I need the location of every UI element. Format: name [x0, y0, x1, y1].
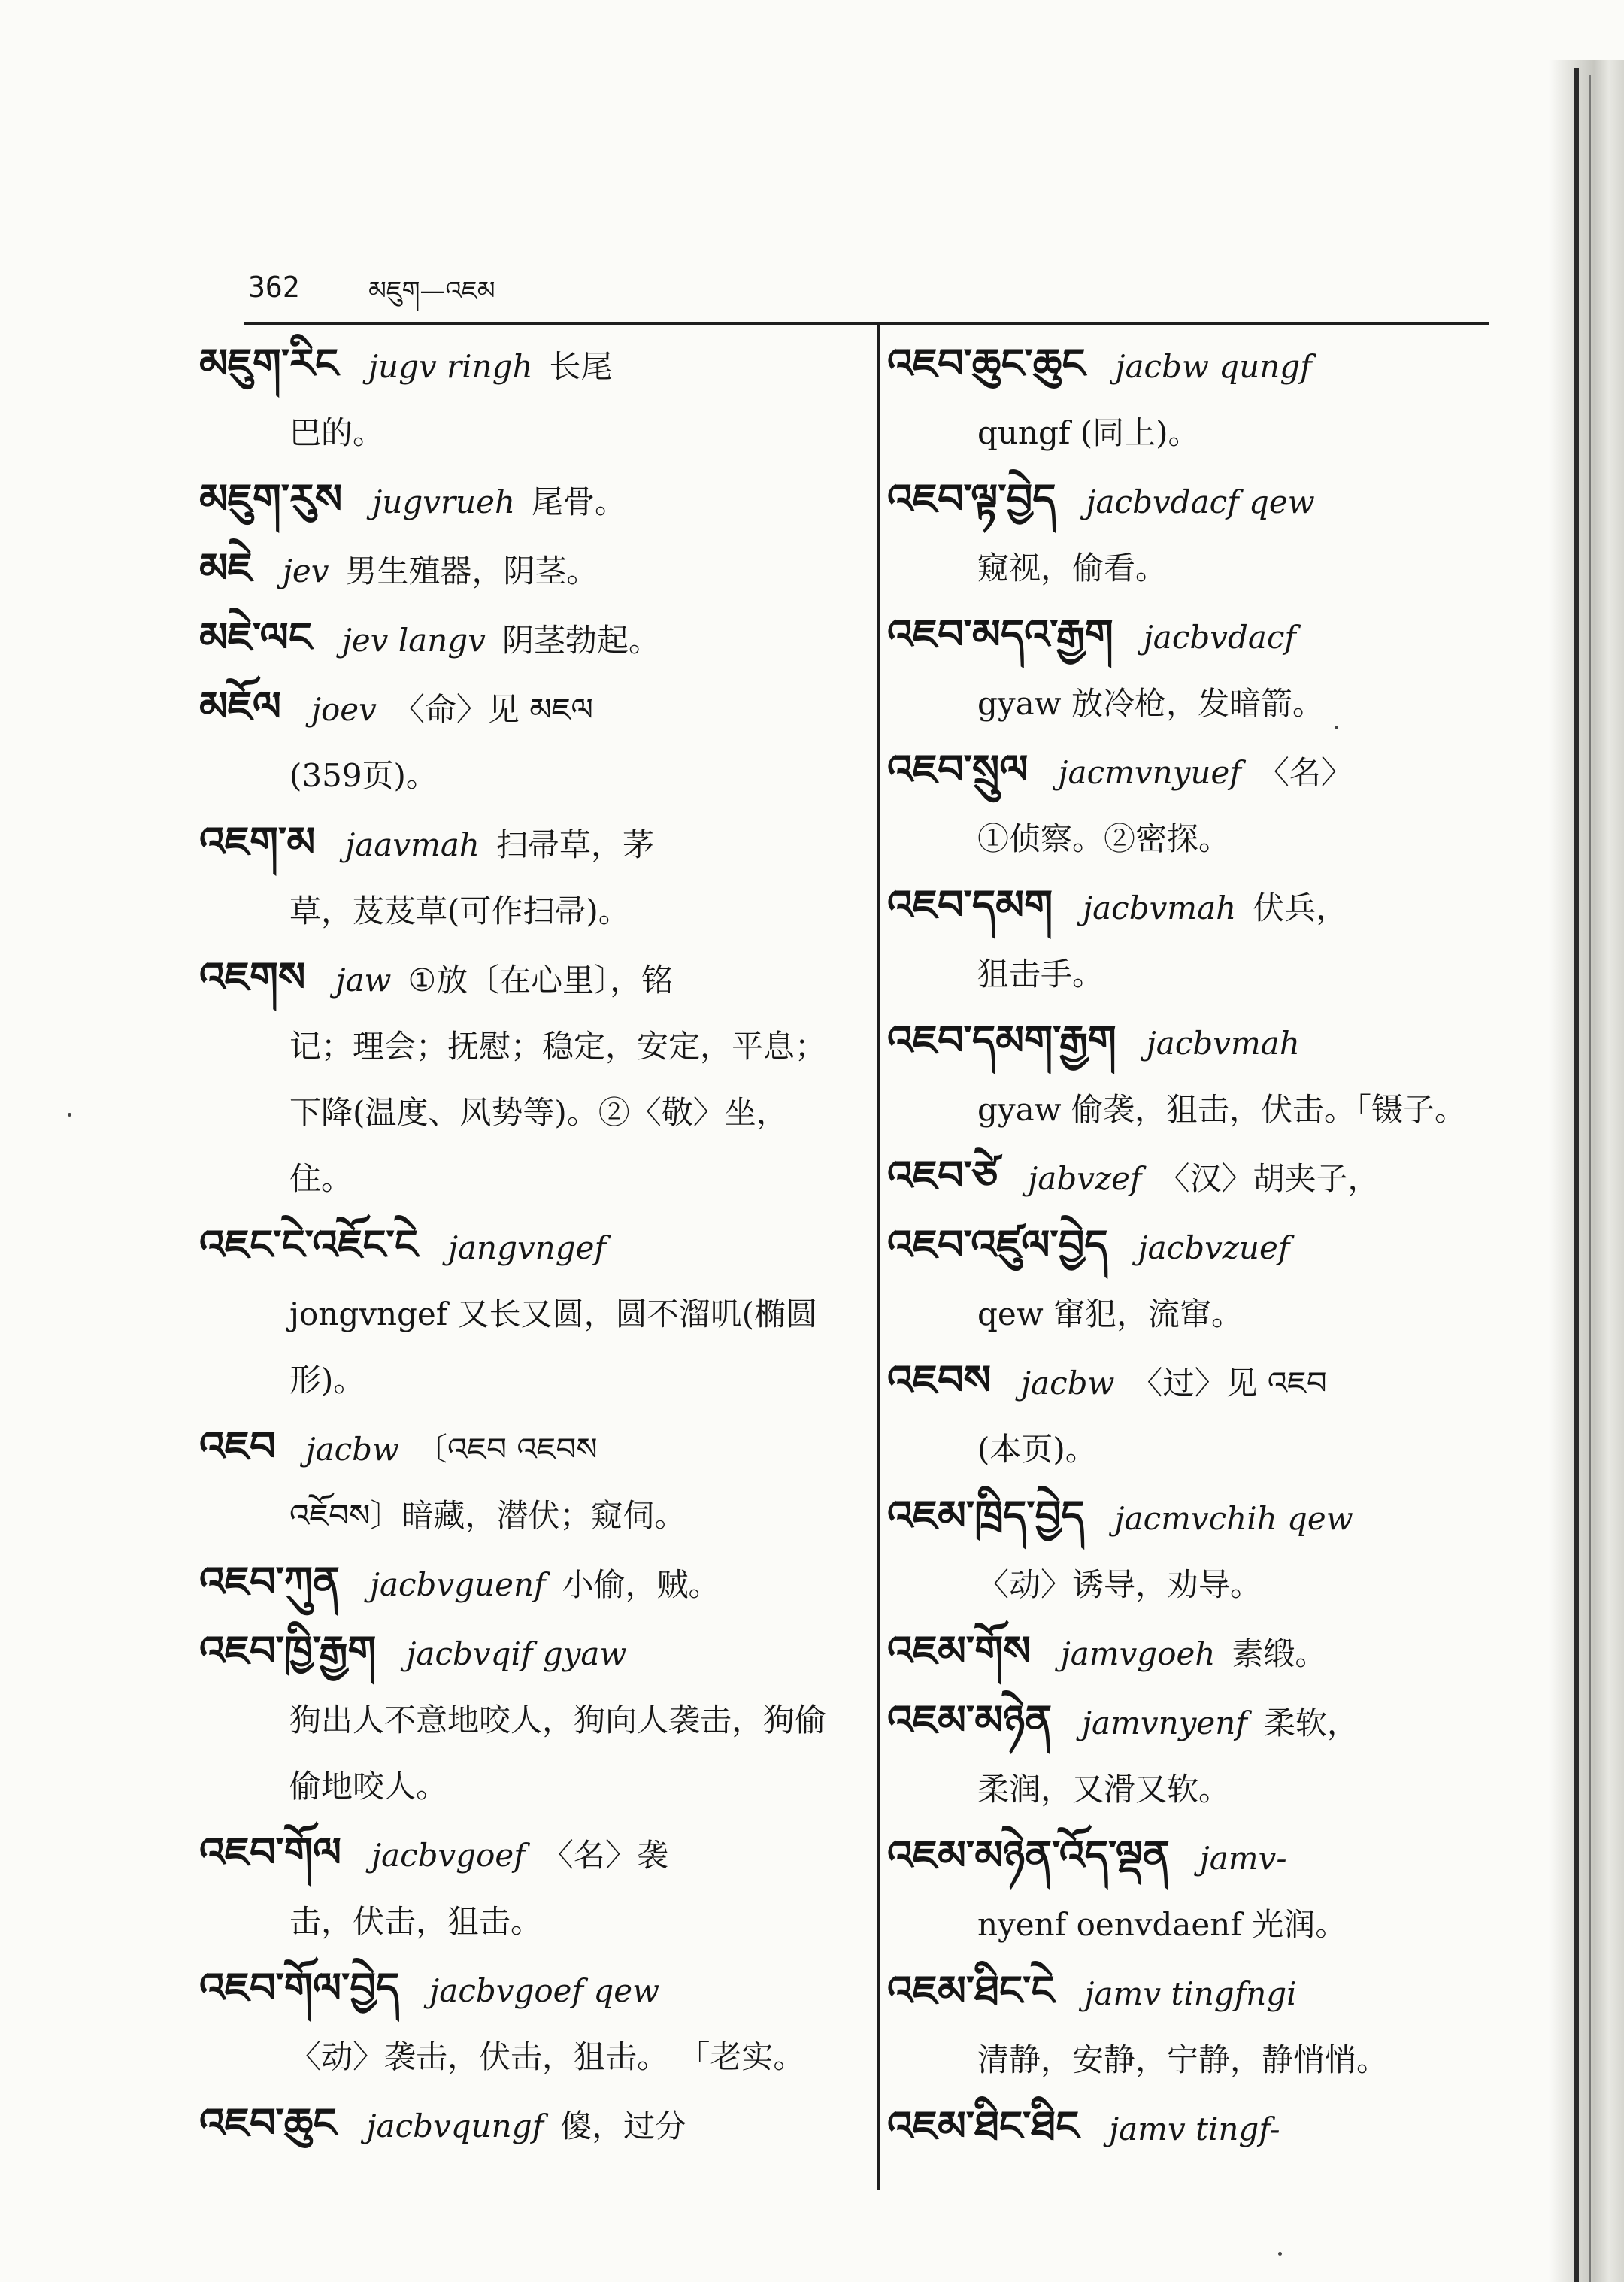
page-number: 362	[248, 271, 300, 304]
headword: མཇོལ	[199, 683, 281, 730]
book-edge	[1549, 60, 1624, 2282]
dictionary-entry	[887, 602, 1504, 737]
entry-first-line	[199, 1618, 846, 1687]
headword: མཇེ	[199, 544, 253, 592]
headword: འཇམ་གོས	[887, 1627, 1031, 1674]
entry-first-line	[199, 1212, 846, 1281]
romanization: jugvrueh	[372, 483, 516, 520]
definition-continued: 柔润，又滑又软。	[977, 1771, 1231, 1808]
entry-first-line	[887, 1008, 1504, 1077]
entry-first-line	[887, 1212, 1504, 1281]
headword: འཇབ་ཆུང	[199, 2099, 337, 2147]
definition-start: 柔软，	[1263, 1705, 1359, 1741]
running-title: མཇུག—འཇམ	[368, 276, 495, 306]
dictionary-entry	[887, 1212, 1504, 1347]
headword: འཇབ་ཁྱི་རྒྱག	[199, 1627, 377, 1674]
headword: འཇང་ངེ་འཇོང་ངེ	[199, 1221, 418, 1268]
definition-start: 阴茎勃起。	[501, 622, 660, 659]
definition-continued: gyaw 偷袭，狙击，伏击。「镊子。	[977, 1091, 1466, 1128]
dictionary-entry	[887, 737, 1504, 872]
romanization: jacbw	[1021, 1365, 1115, 1402]
romanization: jacbvmah	[1083, 889, 1237, 926]
page-header	[248, 271, 495, 306]
dictionary-entry	[887, 1347, 1504, 1483]
romanization: jev	[282, 553, 329, 589]
headword: འཇབ་ལྟ་བྱེད	[887, 475, 1056, 523]
romanization: jacbvmah	[1146, 1025, 1300, 1062]
definition-continued: 记；理会；抚慰；稳定，安定，平息；下降(温度、风势等)。②〈敬〉坐，住。	[289, 1028, 827, 1197]
headword: འཇམ་མཉེན་འོད་ལྡན	[887, 1832, 1170, 1879]
right-column	[887, 331, 1504, 2162]
romanization: jamvgoeh	[1060, 1635, 1216, 1672]
dictionary-entry	[199, 466, 846, 535]
entry-first-line	[199, 1955, 846, 2024]
definition-start: 扫帚草，茅	[495, 826, 654, 863]
romanization: jamv tingf-	[1109, 2111, 1280, 2147]
romanization: jacbvgoef	[371, 1837, 526, 1874]
definition-start: 〈名〉袭	[541, 1837, 668, 1874]
headword: འཇབ་དམག	[887, 881, 1053, 929]
headword: མཇེ་ལང	[199, 614, 312, 661]
romanization: jacbvdacf	[1143, 619, 1296, 656]
dictionary-entry	[887, 872, 1504, 1008]
entry-first-line	[199, 605, 846, 674]
dictionary-entry	[199, 1212, 846, 1414]
entry-first-line	[887, 1347, 1504, 1417]
headword: འཇམ་མཉེན	[887, 1696, 1053, 1744]
definition-start: 〈汉〉胡夹子，	[1158, 1160, 1380, 1197]
headword: མཇུག་རུས	[199, 475, 343, 523]
book-spine-line	[1574, 68, 1579, 2282]
romanization: jacbvgoef qew	[429, 1972, 660, 2009]
entry-first-line	[887, 1618, 1504, 1687]
dictionary-entry	[199, 605, 846, 674]
headword: འཇབ་འཛུལ་བྱེད	[887, 1221, 1108, 1268]
entry-first-line	[199, 944, 846, 1014]
definition-continued: (本页)。	[977, 1431, 1097, 1468]
romanization: jaavmah	[345, 826, 480, 863]
definition-start: 长尾	[549, 348, 613, 385]
definition-start: ①放〔在心里〕，铭	[408, 962, 674, 999]
entry-first-line	[199, 535, 846, 605]
entry-first-line	[887, 602, 1504, 671]
definition-continued: qungf (同上)。	[977, 414, 1200, 451]
headword: འཇབ་ཙེ	[887, 1152, 998, 1199]
romanization: jev langv	[341, 622, 486, 659]
entry-first-line	[887, 1687, 1504, 1756]
definition-start: 素缎。	[1232, 1635, 1327, 1672]
entry-first-line	[199, 674, 846, 743]
dictionary-entry	[887, 1823, 1504, 1958]
romanization: jaw	[335, 962, 392, 999]
definition-continued: 狙击手。	[977, 956, 1104, 993]
headword: འཇབ་སྲུལ	[887, 746, 1029, 793]
entry-first-line	[199, 466, 846, 535]
definition-continued: 清静，安静，宁静，静悄悄。	[977, 2041, 1389, 2078]
entry-first-line	[887, 1958, 1504, 2027]
definition-continued: 击，伏击，狙击。	[289, 1903, 543, 1940]
dictionary-entry	[887, 1008, 1504, 1143]
entry-first-line	[199, 331, 846, 400]
headword: འཇམ་ཐིང་ངེ	[887, 1967, 1055, 2014]
dictionary-entry	[199, 1414, 846, 1549]
definition-continued: qew 窜犯，流窜。	[977, 1296, 1244, 1332]
entry-first-line	[887, 1143, 1504, 1212]
entry-first-line	[887, 1823, 1504, 1892]
definition-start: 男生殖器，阴茎。	[345, 553, 598, 589]
dictionary-entry	[199, 809, 846, 944]
definition-continued: འཇོབས〕暗藏，潜伏；窥伺。	[289, 1497, 686, 1534]
definition-continued: 〈动〉诱导，劝导。	[977, 1566, 1262, 1603]
entry-first-line	[199, 1414, 846, 1483]
dictionary-entry	[887, 466, 1504, 602]
romanization: jacbw qungf	[1115, 348, 1312, 385]
header-rule	[244, 322, 1489, 325]
definition-continued: 窥视，偷看。	[977, 550, 1168, 586]
headword: འཇབ་དམག་རྒྱག	[887, 1017, 1116, 1064]
definition-start: 〔འཇབ འཇབས	[416, 1431, 598, 1468]
romanization: joev	[311, 691, 377, 728]
dictionary-entry	[887, 1618, 1504, 1687]
entry-first-line	[887, 1483, 1504, 1552]
dictionary-entry	[199, 331, 846, 466]
speck	[1278, 2252, 1282, 2256]
headword: འཇབ་མདའ་རྒྱག	[887, 611, 1113, 658]
definition-continued: jongvngef 又长又圆，圆不溜叽(椭圆形)。	[289, 1296, 818, 1399]
dictionary-entry	[887, 1958, 1504, 2093]
definition-continued: 〈动〉袭击，伏击，狙击。 「老实。	[289, 2038, 805, 2075]
column-divider	[877, 325, 880, 2190]
definition-start: 〈命〉见 མཇལ	[392, 691, 593, 728]
entry-first-line	[199, 1549, 846, 1618]
definition-start: 〈过〉见 འཇབ	[1131, 1365, 1327, 1402]
speck	[68, 1113, 71, 1117]
definition-start: 伏兵，	[1253, 889, 1348, 926]
dictionary-entry	[199, 1618, 846, 1820]
dictionary-entry	[199, 1820, 846, 1955]
entry-first-line	[199, 809, 846, 878]
definition-continued: 巴的。	[289, 414, 385, 451]
dictionary-entry	[887, 1483, 1504, 1618]
dictionary-entry	[199, 2090, 846, 2159]
entry-first-line	[887, 2093, 1504, 2162]
dictionary-entry	[887, 1687, 1504, 1823]
dictionary-entry	[199, 1549, 846, 1618]
entry-first-line	[199, 1820, 846, 1889]
dictionary-entry	[199, 944, 846, 1212]
romanization: jangvngef	[447, 1229, 607, 1266]
headword: འཇབ་གོལ་བྱེད	[199, 1964, 400, 2011]
book-spine-line-2	[1589, 75, 1591, 2282]
definition-continued: nyenf oenvdaenf 光润。	[977, 1906, 1347, 1943]
left-column	[199, 331, 846, 2159]
romanization: jamvnyenf	[1082, 1705, 1247, 1741]
entry-first-line	[887, 331, 1504, 400]
headword: མཇུག་རིང	[199, 340, 339, 387]
headword: འཇབ་ཆུང་ཆུང	[887, 340, 1086, 387]
romanization: jacbw	[305, 1431, 399, 1468]
definition-continued: (359页)。	[289, 757, 438, 794]
dictionary-entry	[199, 535, 846, 605]
romanization: jugv ringh	[368, 348, 533, 385]
entry-first-line	[887, 872, 1504, 941]
headword: འཇབ	[199, 1423, 276, 1470]
definition-start: 尾骨。	[532, 483, 627, 520]
speck	[1335, 726, 1338, 729]
headword: འཇམ་ཁྲིད་བྱེད	[887, 1492, 1085, 1539]
romanization: jamv-	[1199, 1840, 1287, 1877]
romanization: jamv tingfngi	[1084, 1975, 1297, 2012]
headword: འཇབ་གོལ	[199, 1829, 342, 1876]
definition-continued: gyaw 放冷枪，发暗箭。	[977, 685, 1324, 722]
definition-continued: 草，芨芨草(可作扫帚)。	[289, 892, 630, 929]
dictionary-entry	[199, 1955, 846, 2090]
definition-start: 傻，过分	[560, 2108, 687, 2144]
dictionary-entry	[887, 1143, 1504, 1212]
definition-start: 小偷，贼。	[562, 1566, 720, 1603]
definition-continued: 狗出人不意地咬人，狗向人袭击，狗偷偷地咬人。	[289, 1702, 827, 1805]
definition-continued: ①侦察。②密探。	[977, 820, 1231, 857]
romanization: jacbvguenf	[369, 1566, 546, 1603]
entry-first-line	[887, 466, 1504, 535]
definition-start: 〈名〉	[1257, 754, 1353, 791]
romanization: jacbvzuef	[1138, 1229, 1290, 1266]
dictionary-entry	[887, 331, 1504, 466]
romanization: jabvzef	[1028, 1160, 1142, 1197]
romanization: jacbvqif gyaw	[406, 1635, 627, 1672]
romanization: jacmvnyuef	[1058, 754, 1241, 791]
entry-first-line	[887, 737, 1504, 806]
headword: འཇབས	[887, 1356, 992, 1404]
headword: འཇབ་ཀུན	[199, 1558, 340, 1605]
dictionary-entry	[887, 2093, 1504, 2162]
romanization: jacbvdacf qew	[1086, 483, 1315, 520]
headword: འཇགས	[199, 953, 306, 1001]
entry-first-line	[199, 2090, 846, 2159]
romanization: jacbvqungf	[366, 2108, 544, 2144]
headword: འཇམ་ཐིང་ཐིང	[887, 2102, 1080, 2150]
romanization: jacmvchih qew	[1114, 1500, 1353, 1537]
headword: འཇག་མ	[199, 818, 316, 865]
dictionary-entry	[199, 674, 846, 809]
